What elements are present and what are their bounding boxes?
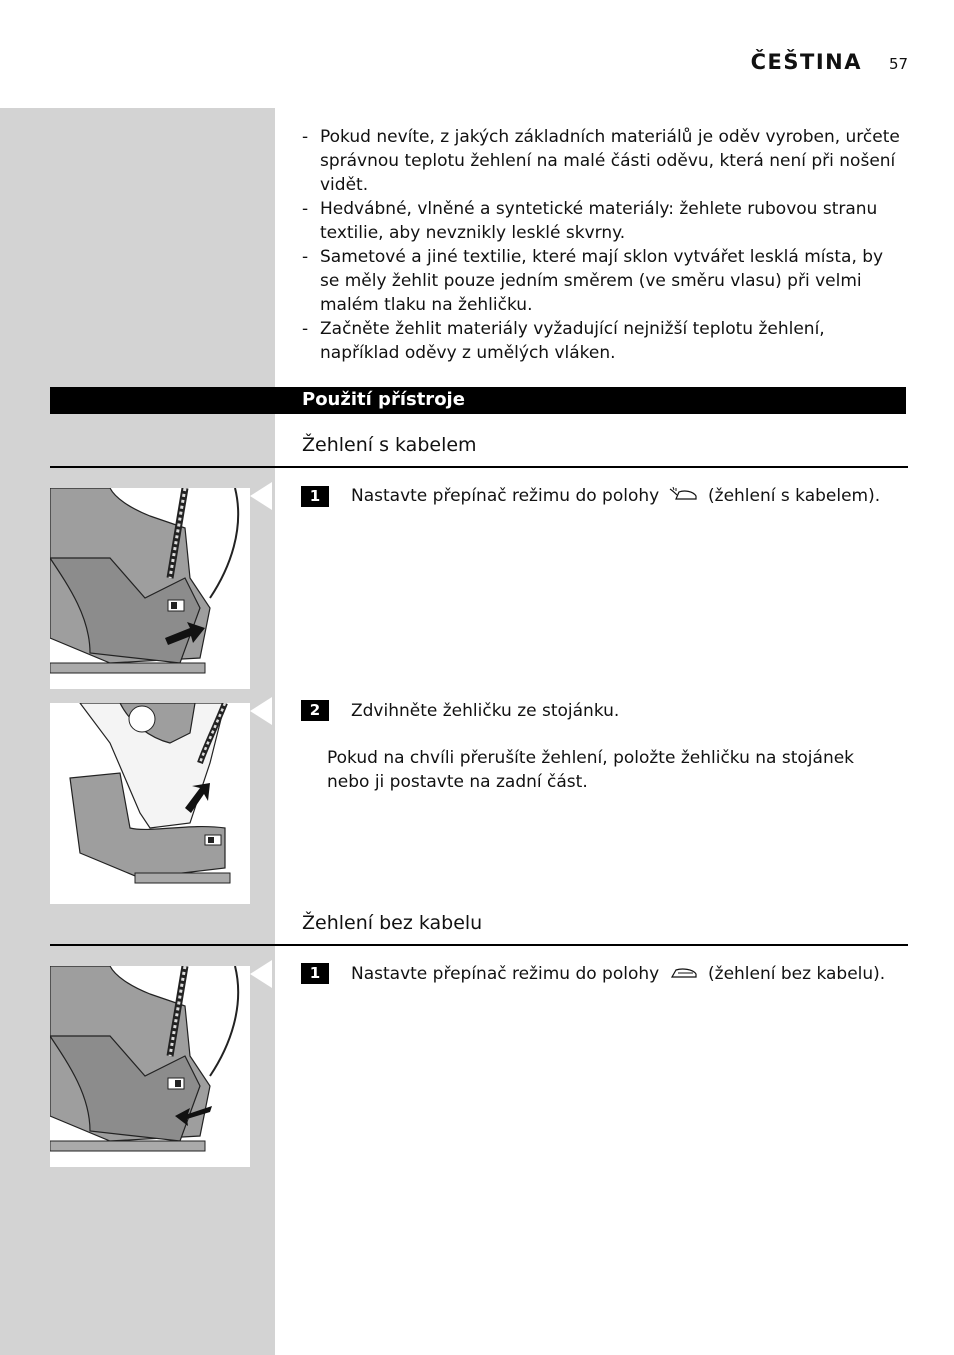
- divider-rule: [50, 944, 908, 946]
- callout-notch: [250, 697, 272, 725]
- step-text-after: (žehlení s kabelem).: [708, 486, 881, 506]
- step-instruction: [351, 484, 880, 510]
- section-header-bar: [50, 387, 906, 414]
- step-note: Pokud na chvíli přerušíte žehlení, položte žehličku na stojánek nebo ji postavte na zadní část.: [327, 748, 855, 792]
- subheading-corded: Žehlení s kabelem: [302, 434, 477, 456]
- divider-rule: [50, 466, 908, 468]
- corded-iron-icon: [669, 486, 699, 510]
- callout-notch: [250, 960, 272, 988]
- illustration-lift-iron: [50, 703, 250, 904]
- step-text-before: Nastavte přepínač režimu do polohy: [351, 486, 660, 506]
- list-item: - Pokud nevíte, z jakých základních materiálů je oděv vyroben, určete správnou teplotu žehlení na malé části oděvu, která není při nošení vidět.: [302, 125, 902, 197]
- step-number-badge: 1: [301, 963, 329, 984]
- callout-notch: [250, 482, 272, 510]
- illustration-set-corded-mode: [50, 488, 250, 689]
- illustration-set-cordless-mode: [50, 966, 250, 1167]
- list-item: - Začněte žehlit materiály vyžadující nejnižší teplotu žehlení, například oděvy z umělých vláken.: [302, 317, 902, 365]
- section-title: Použití přístroje: [302, 389, 465, 410]
- step-instruction: Zdvihněte žehličku ze stojánku.: [351, 701, 620, 721]
- subheading-cordless: Žehlení bez kabelu: [302, 912, 483, 934]
- step-text-before: Nastavte přepínač režimu do polohy: [351, 964, 660, 984]
- language-heading: ČEŠTINA: [750, 50, 862, 74]
- tips-list: [302, 125, 902, 365]
- page-number: 57: [889, 55, 909, 73]
- step-number-badge: 1: [301, 486, 329, 507]
- list-item: - Hedvábné, vlněné a syntetické materiály: žehlete rubovou stranu textilie, aby nevznikly lesklé skvrny.: [302, 197, 902, 245]
- step-instruction: [351, 962, 885, 988]
- cordless-iron-icon: [669, 964, 699, 988]
- list-item: - Sametové a jiné textilie, které mají sklon vytvářet lesklá místa, by se měly žehlit pouze jedním směrem (ve směru vlasu) při velmi malém tlaku na žehličku.: [302, 245, 902, 317]
- step-text-after: (žehlení bez kabelu).: [708, 964, 886, 984]
- step-number-badge: 2: [301, 700, 329, 721]
